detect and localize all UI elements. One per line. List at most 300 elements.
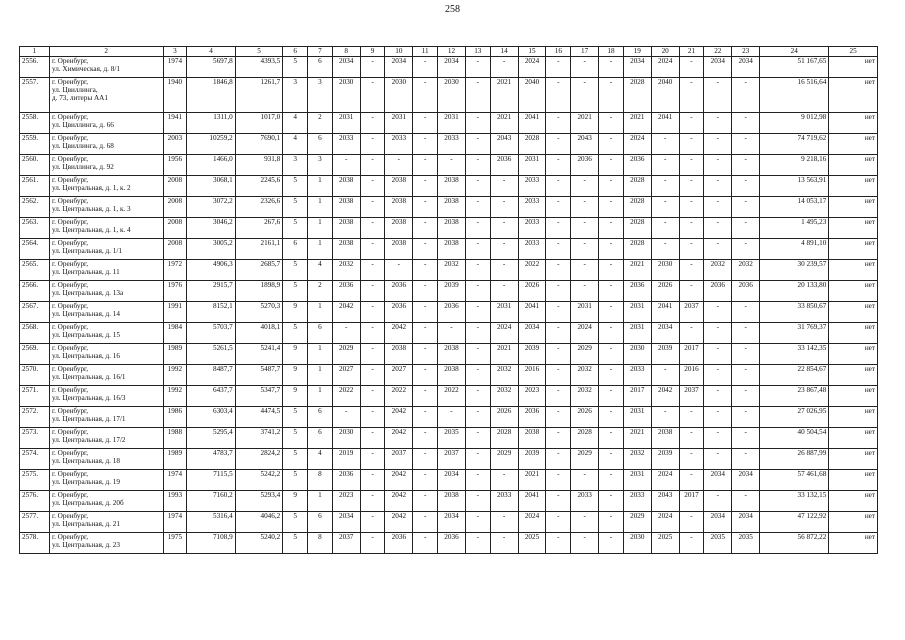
cell-c13: - xyxy=(465,281,490,302)
address-line: г. Оренбург, xyxy=(51,239,88,247)
column-header: 22 xyxy=(704,47,732,57)
cell-c9: - xyxy=(360,176,385,197)
cell-c14: 2021 xyxy=(490,78,518,113)
cell-c13: - xyxy=(465,302,490,323)
cell-c24: 20 133,80 xyxy=(760,281,829,302)
cell-c15: 2041 xyxy=(518,302,546,323)
cell-c3: 1976 xyxy=(163,281,187,302)
address-line: ул. Цвиллинга, д. 68 xyxy=(51,142,114,150)
cell-c17: - xyxy=(571,239,599,260)
cell-c11: - xyxy=(413,260,438,281)
address-line: г. Оренбург, xyxy=(51,78,88,86)
column-header: 11 xyxy=(413,47,438,57)
cell-c7: 6 xyxy=(308,512,333,533)
cell-c22: - xyxy=(704,134,732,155)
cell-c6: 5 xyxy=(283,323,308,344)
cell-c24: 30 239,57 xyxy=(760,260,829,281)
address-line: г. Оренбург, xyxy=(51,281,88,289)
cell-c3: 1974 xyxy=(163,57,187,78)
cell-c21: - xyxy=(679,428,704,449)
cell-c24: 47 122,92 xyxy=(760,512,829,533)
cell-c3: 1989 xyxy=(163,344,187,365)
cell-c24: 23 867,48 xyxy=(760,386,829,407)
cell-c17: - xyxy=(571,176,599,197)
address-line: г. Оренбург, xyxy=(51,302,88,310)
column-header: 6 xyxy=(283,47,308,57)
cell-c24: 4 891,10 xyxy=(760,239,829,260)
cell-c3: 1975 xyxy=(163,533,187,554)
cell-c10: 2036 xyxy=(385,533,413,554)
cell-c21: - xyxy=(679,407,704,428)
cell-c23: - xyxy=(732,386,760,407)
column-header: 2 xyxy=(49,47,163,57)
cell-c14: 2028 xyxy=(490,428,518,449)
cell-c5: 1261,7 xyxy=(235,78,282,113)
cell-c25: нет xyxy=(829,323,878,344)
cell-c18: - xyxy=(599,470,624,491)
cell-c8: 2033 xyxy=(332,134,360,155)
cell-c13: - xyxy=(465,428,490,449)
cell-c24: 1 495,23 xyxy=(760,218,829,239)
table-row xyxy=(20,197,878,218)
cell-c18: - xyxy=(599,302,624,323)
housing-repair-table xyxy=(19,46,878,554)
table-row xyxy=(20,302,878,323)
cell-c13: - xyxy=(465,344,490,365)
cell-c16: - xyxy=(546,260,571,281)
cell-c17: 2031 xyxy=(571,302,599,323)
cell-c13: - xyxy=(465,197,490,218)
cell-c15: 2033 xyxy=(518,218,546,239)
cell-c22: - xyxy=(704,428,732,449)
cell-c14: - xyxy=(490,512,518,533)
cell-c25: нет xyxy=(829,302,878,323)
cell-c12: 2036 xyxy=(438,533,466,554)
cell-c17: 2024 xyxy=(571,323,599,344)
cell-c24: 26 887,99 xyxy=(760,449,829,470)
cell-c5: 2326,6 xyxy=(235,197,282,218)
cell-c20: 2042 xyxy=(651,386,679,407)
cell-c22: - xyxy=(704,155,732,176)
cell-c8: 2042 xyxy=(332,302,360,323)
cell-c19: 2031 xyxy=(623,302,651,323)
cell-c15: 2038 xyxy=(518,428,546,449)
address-line: ул. Центральная, д. 19 xyxy=(51,478,120,486)
cell-c5: 267,6 xyxy=(235,218,282,239)
cell-c22: - xyxy=(704,176,732,197)
cell-c25: нет xyxy=(829,113,878,134)
cell-c13: - xyxy=(465,365,490,386)
cell-c22: - xyxy=(704,197,732,218)
cell-c18: - xyxy=(599,155,624,176)
cell-c19: 2028 xyxy=(623,176,651,197)
cell-c3: 1940 xyxy=(163,78,187,113)
cell-c14: 2036 xyxy=(490,155,518,176)
address-line: г. Оренбург, xyxy=(51,533,88,541)
address-line: ул. Центральная, д. 1, к. 2 xyxy=(51,184,131,192)
cell-c23: - xyxy=(732,365,760,386)
cell-c11: - xyxy=(413,113,438,134)
cell-c25: нет xyxy=(829,428,878,449)
cell-c6: 5 xyxy=(283,176,308,197)
cell-c20: - xyxy=(651,218,679,239)
cell-c14: 2031 xyxy=(490,302,518,323)
cell-c8: 2038 xyxy=(332,176,360,197)
cell-c7: 1 xyxy=(308,176,333,197)
row-number-cell: 2576. xyxy=(20,491,50,512)
table-row xyxy=(20,512,878,533)
cell-c6: 9 xyxy=(283,302,308,323)
cell-c13: - xyxy=(465,134,490,155)
address-line: ул. Центральная, д. 17/1 xyxy=(51,415,126,423)
cell-c15: 2033 xyxy=(518,239,546,260)
cell-c20: - xyxy=(651,239,679,260)
cell-c17: - xyxy=(571,281,599,302)
cell-c5: 4046,2 xyxy=(235,512,282,533)
cell-c19: 2017 xyxy=(623,386,651,407)
cell-c19: 2030 xyxy=(623,344,651,365)
cell-c9: - xyxy=(360,323,385,344)
address-cell xyxy=(49,134,163,155)
cell-c20: - xyxy=(651,176,679,197)
cell-c5: 2245,6 xyxy=(235,176,282,197)
row-number-cell: 2562. xyxy=(20,197,50,218)
row-number-cell: 2557. xyxy=(20,78,50,113)
row-number-cell: 2556. xyxy=(20,57,50,78)
address-cell xyxy=(49,512,163,533)
cell-c11: - xyxy=(413,57,438,78)
cell-c7: 1 xyxy=(308,365,333,386)
page-number: 258 xyxy=(445,4,460,15)
cell-c16: - xyxy=(546,470,571,491)
row-number-cell: 2560. xyxy=(20,155,50,176)
cell-c22: 2034 xyxy=(704,57,732,78)
cell-c11: - xyxy=(413,407,438,428)
address-cell xyxy=(49,197,163,218)
cell-c8: 2037 xyxy=(332,533,360,554)
cell-c24: 9 218,16 xyxy=(760,155,829,176)
cell-c23: - xyxy=(732,218,760,239)
address-line: г. Оренбург, xyxy=(51,57,88,65)
cell-c19: 2024 xyxy=(623,134,651,155)
cell-c15: 2025 xyxy=(518,533,546,554)
cell-c17: 2033 xyxy=(571,491,599,512)
column-header: 8 xyxy=(332,47,360,57)
column-number-row xyxy=(20,47,878,57)
cell-c12: 2032 xyxy=(438,260,466,281)
cell-c3: 1972 xyxy=(163,260,187,281)
address-line: г. Оренбург, xyxy=(51,491,88,499)
cell-c13: - xyxy=(465,176,490,197)
cell-c14: 2021 xyxy=(490,113,518,134)
cell-c12: 2038 xyxy=(438,491,466,512)
cell-c22: 2036 xyxy=(704,281,732,302)
cell-c9: - xyxy=(360,218,385,239)
cell-c12: - xyxy=(438,155,466,176)
cell-c10: 2042 xyxy=(385,407,413,428)
address-line: ул. Центральная, д. 23 xyxy=(51,541,120,549)
address-cell xyxy=(49,365,163,386)
cell-c12: 2038 xyxy=(438,197,466,218)
cell-c7: 1 xyxy=(308,386,333,407)
cell-c13: - xyxy=(465,155,490,176)
cell-c23: - xyxy=(732,134,760,155)
cell-c6: 5 xyxy=(283,197,308,218)
cell-c13: - xyxy=(465,260,490,281)
cell-c8: 2027 xyxy=(332,365,360,386)
cell-c12: 2034 xyxy=(438,470,466,491)
cell-c4: 5697,8 xyxy=(187,57,236,78)
address-line: г. Оренбург, xyxy=(51,428,88,436)
table-row xyxy=(20,218,878,239)
cell-c5: 5241,4 xyxy=(235,344,282,365)
cell-c23: - xyxy=(732,176,760,197)
cell-c12: 2031 xyxy=(438,113,466,134)
cell-c6: 5 xyxy=(283,470,308,491)
cell-c22: - xyxy=(704,78,732,113)
cell-c4: 7115,5 xyxy=(187,470,236,491)
cell-c10: 2030 xyxy=(385,78,413,113)
address-line: г. Оренбург, xyxy=(51,407,88,415)
cell-c24: 74 719,62 xyxy=(760,134,829,155)
cell-c4: 7160,2 xyxy=(187,491,236,512)
cell-c18: - xyxy=(599,491,624,512)
table-row xyxy=(20,449,878,470)
cell-c25: нет xyxy=(829,344,878,365)
cell-c17: - xyxy=(571,218,599,239)
cell-c15: 2021 xyxy=(518,470,546,491)
cell-c20: 2026 xyxy=(651,281,679,302)
cell-c15: 2024 xyxy=(518,512,546,533)
cell-c9: - xyxy=(360,386,385,407)
cell-c12: - xyxy=(438,407,466,428)
cell-c15: 2033 xyxy=(518,176,546,197)
column-header: 18 xyxy=(599,47,624,57)
cell-c19: 2036 xyxy=(623,281,651,302)
address-line: г. Оренбург, xyxy=(51,197,88,205)
address-cell xyxy=(49,113,163,134)
cell-c8: 2022 xyxy=(332,386,360,407)
cell-c24: 56 872,22 xyxy=(760,533,829,554)
cell-c14: 2021 xyxy=(490,344,518,365)
cell-c8: 2030 xyxy=(332,428,360,449)
cell-c16: - xyxy=(546,386,571,407)
cell-c16: - xyxy=(546,281,571,302)
cell-c22: - xyxy=(704,407,732,428)
cell-c8: - xyxy=(332,323,360,344)
cell-c20: 2024 xyxy=(651,512,679,533)
cell-c13: - xyxy=(465,407,490,428)
cell-c25: нет xyxy=(829,491,878,512)
address-line: ул. Центральная, д. 16/1 xyxy=(51,373,126,381)
cell-c6: 5 xyxy=(283,407,308,428)
cell-c23: 2035 xyxy=(732,533,760,554)
address-line: ул. Центральная, д. 17/2 xyxy=(51,436,126,444)
cell-c23: - xyxy=(732,491,760,512)
cell-c23: - xyxy=(732,428,760,449)
cell-c25: нет xyxy=(829,134,878,155)
cell-c17: - xyxy=(571,470,599,491)
cell-c10: 2038 xyxy=(385,197,413,218)
cell-c22: - xyxy=(704,302,732,323)
row-number-cell: 2564. xyxy=(20,239,50,260)
cell-c19: 2031 xyxy=(623,407,651,428)
cell-c7: 4 xyxy=(308,260,333,281)
cell-c6: 9 xyxy=(283,491,308,512)
cell-c13: - xyxy=(465,218,490,239)
cell-c22: - xyxy=(704,218,732,239)
cell-c17: 2028 xyxy=(571,428,599,449)
cell-c14: 2032 xyxy=(490,365,518,386)
cell-c23: - xyxy=(732,239,760,260)
cell-c17: 2029 xyxy=(571,344,599,365)
cell-c11: - xyxy=(413,386,438,407)
cell-c10: 2036 xyxy=(385,281,413,302)
row-number-cell: 2558. xyxy=(20,113,50,134)
cell-c8: 2034 xyxy=(332,57,360,78)
cell-c8: 2038 xyxy=(332,197,360,218)
table-row xyxy=(20,78,878,113)
cell-c18: - xyxy=(599,113,624,134)
cell-c5: 4393,5 xyxy=(235,57,282,78)
cell-c3: 1986 xyxy=(163,407,187,428)
cell-c21: - xyxy=(679,239,704,260)
address-cell xyxy=(49,449,163,470)
column-header: 15 xyxy=(518,47,546,57)
address-cell xyxy=(49,470,163,491)
address-cell xyxy=(49,491,163,512)
cell-c16: - xyxy=(546,344,571,365)
cell-c18: - xyxy=(599,57,624,78)
cell-c10: 2038 xyxy=(385,239,413,260)
cell-c11: - xyxy=(413,512,438,533)
cell-c24: 57 461,68 xyxy=(760,470,829,491)
address-cell xyxy=(49,57,163,78)
cell-c5: 5270,3 xyxy=(235,302,282,323)
table-row xyxy=(20,386,878,407)
cell-c11: - xyxy=(413,470,438,491)
cell-c20: - xyxy=(651,134,679,155)
cell-c22: - xyxy=(704,344,732,365)
cell-c13: - xyxy=(465,386,490,407)
cell-c24: 16 516,64 xyxy=(760,78,829,113)
address-line: г. Оренбург, xyxy=(51,449,88,457)
cell-c6: 5 xyxy=(283,533,308,554)
cell-c4: 2915,7 xyxy=(187,281,236,302)
cell-c8: 2038 xyxy=(332,239,360,260)
column-header: 10 xyxy=(385,47,413,57)
cell-c20: 2040 xyxy=(651,78,679,113)
cell-c16: - xyxy=(546,302,571,323)
cell-c23: 2034 xyxy=(732,57,760,78)
cell-c13: - xyxy=(465,323,490,344)
cell-c16: - xyxy=(546,533,571,554)
address-cell xyxy=(49,533,163,554)
cell-c4: 5703,7 xyxy=(187,323,236,344)
cell-c21: 2017 xyxy=(679,344,704,365)
address-cell xyxy=(49,239,163,260)
cell-c25: нет xyxy=(829,239,878,260)
cell-c11: - xyxy=(413,155,438,176)
column-header: 9 xyxy=(360,47,385,57)
cell-c5: 5240,2 xyxy=(235,533,282,554)
cell-c5: 2824,2 xyxy=(235,449,282,470)
cell-c9: - xyxy=(360,239,385,260)
cell-c3: 2008 xyxy=(163,176,187,197)
cell-c3: 1992 xyxy=(163,365,187,386)
cell-c14: - xyxy=(490,470,518,491)
cell-c21: 2016 xyxy=(679,365,704,386)
table-row xyxy=(20,260,878,281)
cell-c20: 2034 xyxy=(651,323,679,344)
cell-c21: - xyxy=(679,281,704,302)
cell-c16: - xyxy=(546,57,571,78)
cell-c12: 2035 xyxy=(438,428,466,449)
cell-c25: нет xyxy=(829,281,878,302)
cell-c16: - xyxy=(546,134,571,155)
cell-c18: - xyxy=(599,365,624,386)
cell-c6: 5 xyxy=(283,449,308,470)
cell-c4: 8487,7 xyxy=(187,365,236,386)
cell-c23: - xyxy=(732,449,760,470)
cell-c18: - xyxy=(599,407,624,428)
table-row xyxy=(20,176,878,197)
cell-c12: 2033 xyxy=(438,134,466,155)
cell-c10: 2022 xyxy=(385,386,413,407)
cell-c18: - xyxy=(599,449,624,470)
cell-c11: - xyxy=(413,218,438,239)
cell-c6: 5 xyxy=(283,281,308,302)
cell-c7: 8 xyxy=(308,470,333,491)
cell-c16: - xyxy=(546,218,571,239)
cell-c12: 2036 xyxy=(438,302,466,323)
address-line: г. Оренбург, xyxy=(51,218,88,226)
cell-c21: - xyxy=(679,449,704,470)
cell-c15: 2016 xyxy=(518,365,546,386)
cell-c22: 2032 xyxy=(704,260,732,281)
cell-c9: - xyxy=(360,281,385,302)
row-number-cell: 2578. xyxy=(20,533,50,554)
cell-c10: 2034 xyxy=(385,57,413,78)
cell-c10: 2042 xyxy=(385,323,413,344)
cell-c9: - xyxy=(360,407,385,428)
cell-c9: - xyxy=(360,470,385,491)
cell-c21: 2037 xyxy=(679,386,704,407)
cell-c18: - xyxy=(599,176,624,197)
cell-c3: 2008 xyxy=(163,197,187,218)
cell-c17: 2029 xyxy=(571,449,599,470)
cell-c14: - xyxy=(490,533,518,554)
cell-c21: - xyxy=(679,78,704,113)
address-cell xyxy=(49,78,163,113)
cell-c15: 2040 xyxy=(518,78,546,113)
cell-c9: - xyxy=(360,134,385,155)
cell-c7: 1 xyxy=(308,218,333,239)
cell-c9: - xyxy=(360,512,385,533)
cell-c23: - xyxy=(732,113,760,134)
cell-c4: 3072,2 xyxy=(187,197,236,218)
cell-c25: нет xyxy=(829,197,878,218)
cell-c5: 4474,5 xyxy=(235,407,282,428)
cell-c10: 2042 xyxy=(385,512,413,533)
cell-c12: 2038 xyxy=(438,365,466,386)
cell-c20: - xyxy=(651,155,679,176)
cell-c10: 2042 xyxy=(385,470,413,491)
cell-c17: - xyxy=(571,260,599,281)
row-number-cell: 2563. xyxy=(20,218,50,239)
cell-c4: 7108,9 xyxy=(187,533,236,554)
address-cell xyxy=(49,218,163,239)
